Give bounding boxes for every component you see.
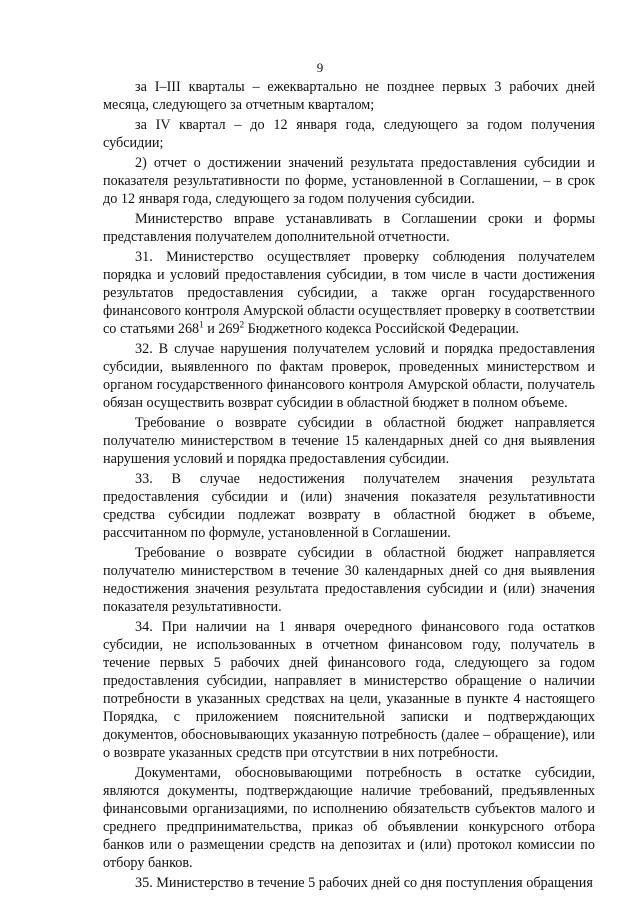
- paragraph-31-text-a: 31. Министерство осуществляет проверку соблюдения получателем порядка и условий предоставления субсидии, в том числе в части достижения результатов предоставления субсидии, а также орган государственного финансового контроля Амурской области осуществляет проверку в соответствии со статьями 268: [103, 249, 595, 337]
- paragraph-31-text-b: и 269: [203, 321, 240, 337]
- paragraph-report-2: 2) отчет о достижении значений результата предоставления субсидии и показателя результативности по форме, установленной в Соглашении, – в срок до 12 января года, следующего за годом получения субсидии.: [103, 155, 595, 207]
- paragraph-33: 33. В случае недостижения получателем значения результата предоставления субсидии и (или) значения показателя результативности средства субсидии подлежат возврату в областной бюджет в объеме, рассчитанном по формуле, установленной в Соглашении.: [103, 471, 595, 541]
- paragraph-q4: за IV квартал – до 12 января года, следующего за годом получения субсидии;: [103, 117, 595, 151]
- page-number: 9: [316, 60, 324, 75]
- paragraph-31-text-c: Бюджетного кодекса Российской Федерации.: [244, 321, 520, 337]
- paragraph-34: 34. При наличии на 1 января очередного финансового года остатков субсидии, не использованных в отчетном финансовом году, получатель в течение первых 5 рабочих дней финансового года, следующего за годом предоставления субсидии, направляет в министерство обращение о наличии потребности в указанных средствах на цели, указанные в пункте 4 настоящего Порядка, с приложением пояснительной записки и подтверждающих документов, обосновывающих указанную потребность (далее – обращение), или о возврате указанных средств при отсутствии в них потребности.: [103, 619, 595, 761]
- document-body: [103, 78, 595, 894]
- paragraph-additional-reporting: Министерство вправе устанавливать в Соглашении сроки и формы представления получателем дополнительной отчетности.: [103, 211, 595, 245]
- paragraph-32: 32. В случае нарушения получателем условий и порядка предоставления субсидии, выявленного по фактам проверок, проведенных министерством и органом государственного финансового контроля Амурской области, получатель обязан осуществить возврат субсидии в областной бюджет в полном объеме.: [103, 341, 595, 411]
- paragraph-35: 35. Министерство в течение 5 рабочих дней со дня поступления обращения: [135, 875, 593, 891]
- paragraph-33-requirement: Требование о возврате субсидии в областной бюджет направляется получателю министерством в течение 30 календарных дней со дня выявления недостижения значения результата предоставления субсидии и (или) значения показателя результативности.: [103, 545, 595, 615]
- article-268-superscript: 1: [199, 319, 204, 330]
- article-269-superscript: 2: [239, 319, 245, 330]
- paragraph-31: [103, 248, 595, 338]
- paragraph-32-requirement: Требование о возврате субсидии в областной бюджет направляется получателю министерством в течение 15 календарных дней со дня выявления нарушения условий и порядка предоставления субсидии.: [103, 415, 595, 467]
- paragraph-34-documents: Документами, обосновывающими потребность в остатке субсидии, являются документы, подтверждающие наличие требований, предъявленных финансовыми организациями, по исполнению обязательств субъектов малого и среднего предпринимательства, приказ об объявлении конкурсного отбора банков или о размещении средств на депозитах и (или) протокол комиссии по отбору банков.: [103, 765, 595, 871]
- paragraph-q1-q3: за I–III кварталы – ежеквартально не позднее первых 3 рабочих дней месяца, следующего за отчетным кварталом;: [103, 79, 595, 113]
